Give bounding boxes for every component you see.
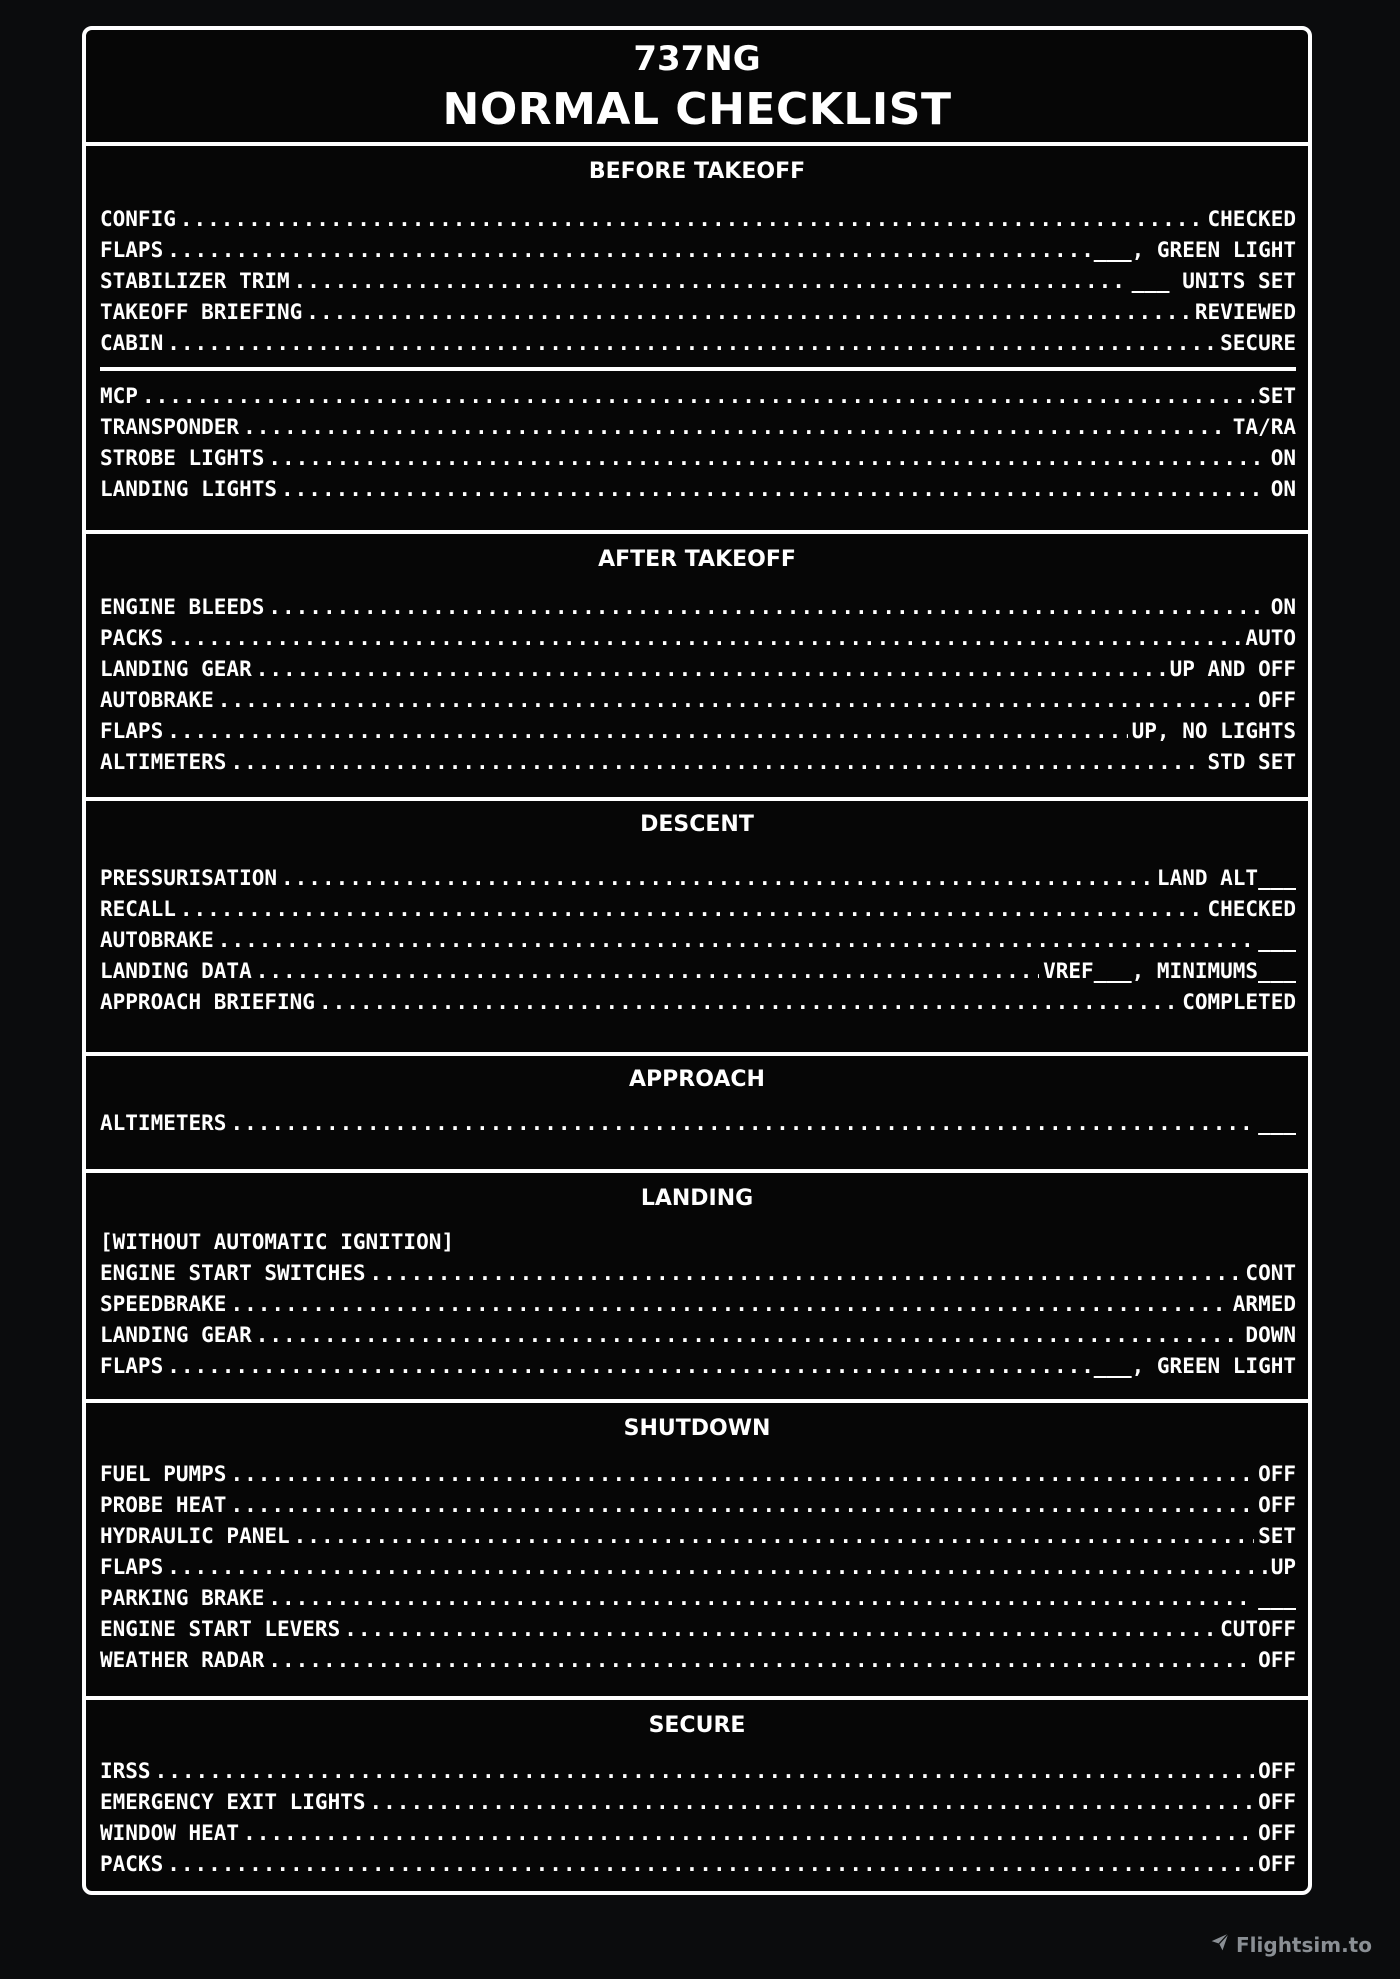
item-label: FUEL PUMPS	[100, 1462, 227, 1486]
section-title: LANDING	[640, 1186, 754, 1211]
item-value: ___, GREEN LIGHT	[1093, 1354, 1296, 1378]
checklist-row	[100, 1521, 1296, 1552]
section-items	[100, 1227, 1296, 1382]
item-value: SET	[1258, 384, 1296, 408]
item-label: APPROACH BRIEFING	[100, 990, 315, 1014]
item-value: OFF	[1258, 1648, 1296, 1672]
item-label: LANDING DATA	[100, 959, 252, 983]
group-divider	[100, 367, 1296, 371]
item-value: CHECKED	[1207, 897, 1296, 921]
item-label: LANDING GEAR	[100, 1323, 252, 1347]
item-value: ARMED	[1232, 1292, 1296, 1316]
checklist-row	[100, 1756, 1296, 1787]
item-label: LANDING GEAR	[100, 657, 252, 681]
item-label: TRANSPONDER	[100, 415, 240, 439]
item-label: FLAPS	[100, 719, 164, 743]
checklist-row	[100, 297, 1296, 328]
leader-dots	[243, 412, 1229, 443]
item-label: MCP	[100, 384, 138, 408]
section-items	[100, 1459, 1296, 1676]
section-items	[100, 1756, 1296, 1880]
leader-dots	[230, 747, 1203, 778]
leader-dots	[230, 1459, 1254, 1490]
section-title: BEFORE TAKEOFF	[588, 159, 806, 184]
item-label: WINDOW HEAT	[100, 1821, 240, 1845]
item-value: LAND ALT___	[1156, 866, 1296, 890]
item-value: AUTO	[1245, 626, 1296, 650]
checklist-row	[100, 235, 1296, 266]
item-label: LANDING LIGHTS	[100, 477, 278, 501]
checklist-row	[100, 1583, 1296, 1614]
leader-dots	[281, 474, 1267, 505]
item-label: FLAPS	[100, 1555, 164, 1579]
leader-dots	[167, 235, 1089, 266]
checklist-row	[100, 412, 1296, 443]
leader-dots	[294, 266, 1128, 297]
checklist-row	[100, 987, 1296, 1018]
leader-dots	[268, 443, 1266, 474]
item-value: ___ UNITS SET	[1131, 269, 1296, 293]
item-value: OFF	[1258, 1462, 1296, 1486]
checklist-row	[100, 1645, 1296, 1676]
checklist-sections	[86, 146, 1308, 1895]
item-label: ENGINE START LEVERS	[100, 1617, 341, 1641]
item-label: CABIN	[100, 331, 164, 355]
item-value: TA/RA	[1232, 415, 1296, 439]
section-items	[100, 863, 1296, 1018]
item-label: STROBE LIGHTS	[100, 446, 265, 470]
checklist-card	[82, 26, 1312, 1895]
section-title: AFTER TAKEOFF	[598, 547, 796, 572]
item-value: UP	[1270, 1555, 1296, 1579]
section-title: SHUTDOWN	[623, 1416, 771, 1441]
item-value: ___	[1258, 1586, 1296, 1610]
checklist-row	[100, 1289, 1296, 1320]
leader-dots	[370, 1258, 1242, 1289]
checklist-row	[100, 1787, 1296, 1818]
item-value: OFF	[1258, 1821, 1296, 1845]
item-label: AUTOBRAKE	[100, 688, 214, 712]
item-value: VREF___, MINIMUMS___	[1043, 959, 1296, 983]
checklist-row	[100, 1320, 1296, 1351]
item-label: STABILIZER TRIM	[100, 269, 290, 293]
item-value: COMPLETED	[1182, 990, 1296, 1014]
checklist-row	[100, 894, 1296, 925]
item-value: UP, NO LIGHTS	[1131, 719, 1296, 743]
section-descent	[86, 801, 1308, 1056]
item-label: PACKS	[100, 1852, 164, 1876]
leader-dots	[167, 1351, 1089, 1382]
leader-dots	[243, 1818, 1254, 1849]
leader-dots	[306, 297, 1191, 328]
checklist-row	[100, 925, 1296, 956]
leader-dots	[256, 654, 1166, 685]
section-approach	[86, 1056, 1308, 1173]
checklist-row	[100, 716, 1296, 747]
leader-dots	[268, 1583, 1254, 1614]
item-label: PRESSURISATION	[100, 866, 278, 890]
item-label: ENGINE BLEEDS	[100, 595, 265, 619]
item-value: DOWN	[1245, 1323, 1296, 1347]
checklist-row	[100, 1108, 1296, 1139]
item-value: OFF	[1258, 1790, 1296, 1814]
checklist-row	[100, 1258, 1296, 1289]
checklist-row	[100, 592, 1296, 623]
item-value: REVIEWED	[1194, 300, 1296, 324]
item-value: OFF	[1258, 1852, 1296, 1876]
checklist-row	[100, 1490, 1296, 1521]
item-value: ON	[1270, 446, 1296, 470]
section-shutdown	[86, 1403, 1308, 1700]
leader-dots	[281, 863, 1153, 894]
item-label: HYDRAULIC PANEL	[100, 1524, 290, 1548]
leader-dots	[230, 1289, 1228, 1320]
section-before-takeoff	[86, 146, 1308, 534]
leader-dots	[142, 381, 1254, 412]
leader-dots	[218, 925, 1254, 956]
checklist-row	[100, 747, 1296, 778]
leader-dots	[370, 1787, 1255, 1818]
checklist-row	[100, 685, 1296, 716]
leader-dots	[167, 716, 1127, 747]
checklist-title: NORMAL CHECKLIST	[442, 84, 952, 135]
item-value: SECURE	[1220, 331, 1296, 355]
item-label: TAKEOFF BRIEFING	[100, 300, 303, 324]
item-label: ENGINE START SWITCHES	[100, 1261, 366, 1285]
item-value: OFF	[1258, 688, 1296, 712]
leader-dots	[180, 894, 1204, 925]
checklist-header	[86, 30, 1308, 146]
section-landing	[86, 1173, 1308, 1403]
item-label: IRSS	[100, 1759, 151, 1783]
leader-dots	[218, 685, 1254, 716]
checklist-row	[100, 381, 1296, 412]
item-label: FLAPS	[100, 1354, 164, 1378]
section-items	[100, 204, 1296, 505]
section-items	[100, 1108, 1296, 1139]
item-label: EMERGENCY EXIT LIGHTS	[100, 1790, 366, 1814]
section-title: DESCENT	[640, 812, 754, 837]
item-value: ___	[1258, 1111, 1296, 1135]
checklist-row	[100, 956, 1296, 987]
checklist-row	[100, 1351, 1296, 1382]
section-title: SECURE	[648, 1713, 746, 1738]
item-value: ON	[1270, 595, 1296, 619]
leader-dots	[167, 328, 1216, 359]
item-label: WEATHER RADAR	[100, 1648, 265, 1672]
checklist-row	[100, 443, 1296, 474]
checklist-row	[100, 1614, 1296, 1645]
item-label: SPEEDBRAKE	[100, 1292, 227, 1316]
leader-dots	[230, 1490, 1254, 1521]
leader-dots	[294, 1521, 1254, 1552]
section-items	[100, 592, 1296, 778]
checklist-row	[100, 654, 1296, 685]
item-label: AUTOBRAKE	[100, 928, 214, 952]
leader-dots	[344, 1614, 1216, 1645]
watermark	[1210, 1932, 1372, 1957]
checklist-row	[100, 204, 1296, 235]
leader-dots	[167, 623, 1241, 654]
checklist-row	[100, 1552, 1296, 1583]
checklist-row	[100, 1818, 1296, 1849]
item-label: RECALL	[100, 897, 176, 921]
section-secure	[86, 1700, 1308, 1895]
section-after-takeoff	[86, 534, 1308, 801]
checklist-row	[100, 474, 1296, 505]
item-label: PROBE HEAT	[100, 1493, 227, 1517]
paper-plane-icon	[1210, 1932, 1230, 1957]
item-label: ALTIMETERS	[100, 750, 227, 774]
leader-dots	[268, 1645, 1254, 1676]
section-note: [WITHOUT AUTOMATIC IGNITION]	[100, 1230, 455, 1254]
checklist-row	[100, 1459, 1296, 1490]
watermark-text: Flightsim.to	[1236, 1932, 1372, 1957]
leader-dots	[256, 1320, 1242, 1351]
leader-dots	[230, 1108, 1254, 1139]
item-label: PARKING BRAKE	[100, 1586, 265, 1610]
item-value: OFF	[1258, 1493, 1296, 1517]
leader-dots	[180, 204, 1204, 235]
item-label: PACKS	[100, 626, 164, 650]
leader-dots	[167, 1552, 1266, 1583]
aircraft-type: 737NG	[633, 39, 761, 79]
checklist-row	[100, 266, 1296, 297]
item-value: CONT	[1245, 1261, 1296, 1285]
leader-dots	[155, 1756, 1254, 1787]
checklist-row	[100, 623, 1296, 654]
item-value: UP AND OFF	[1169, 657, 1296, 681]
item-value: ___, GREEN LIGHT	[1093, 238, 1296, 262]
checklist-row	[100, 328, 1296, 359]
item-value: SET	[1258, 1524, 1296, 1548]
item-value: CUTOFF	[1220, 1617, 1296, 1641]
leader-dots	[319, 987, 1178, 1018]
item-label: ALTIMETERS	[100, 1111, 227, 1135]
leader-dots	[167, 1849, 1254, 1880]
checklist-row	[100, 863, 1296, 894]
item-label: CONFIG	[100, 207, 176, 231]
section-title: APPROACH	[629, 1067, 765, 1092]
item-label: FLAPS	[100, 238, 164, 262]
item-value: ___	[1258, 928, 1296, 952]
leader-dots	[256, 956, 1039, 987]
item-value: STD SET	[1207, 750, 1296, 774]
item-value: ON	[1270, 477, 1296, 501]
item-value: CHECKED	[1207, 207, 1296, 231]
item-value: OFF	[1258, 1759, 1296, 1783]
checklist-row	[100, 1849, 1296, 1880]
leader-dots	[268, 592, 1266, 623]
